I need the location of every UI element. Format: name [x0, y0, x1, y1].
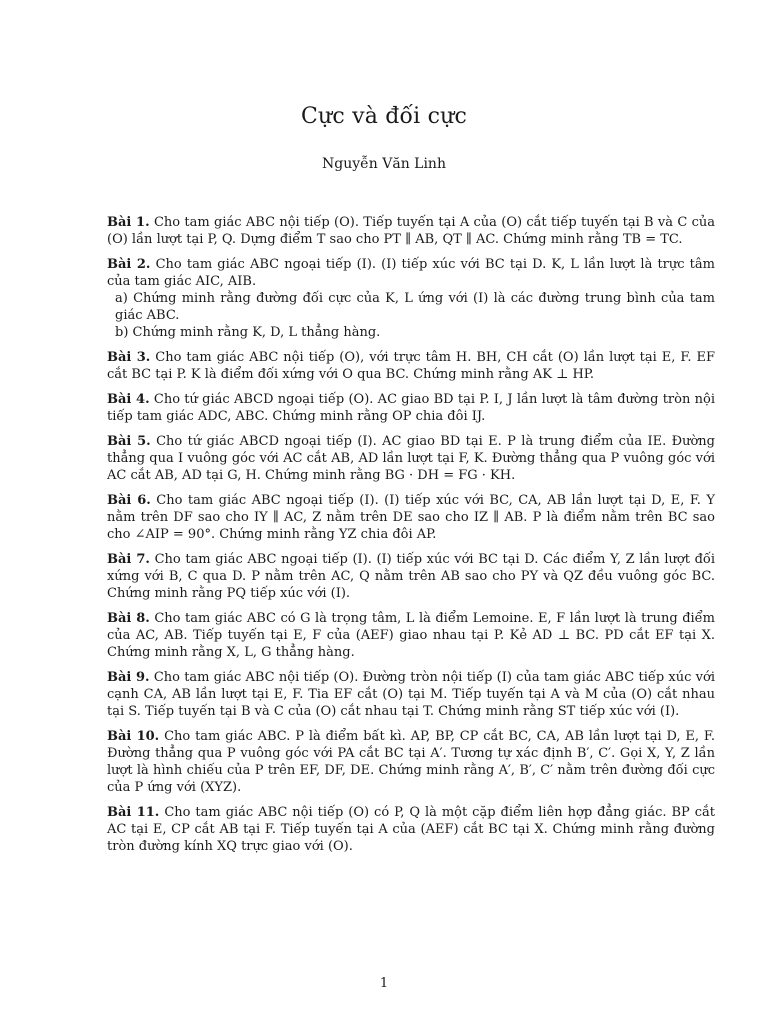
- problem-part-b: [107, 324, 715, 341]
- problem-label: Bài 9.: [107, 670, 150, 685]
- problem-10: [107, 728, 715, 796]
- problem-text: Cho tam giác ABC nội tiếp (O). Tiếp tuyến tại A của (O) cắt tiếp tuyến tại B và C của (O) lần lượt tại P, Q. Dựng điểm T sao cho PT ∥ AB, QT ∥ AC. Chứng minh rằng TB = TC.: [107, 215, 716, 247]
- problem-part-a: [107, 290, 715, 324]
- document-author: Nguyễn Văn Linh: [322, 156, 446, 172]
- problem-7: [107, 551, 715, 602]
- problem-label: Bài 3.: [107, 350, 151, 365]
- problem-label: Bài 5.: [107, 434, 151, 449]
- problem-label: Bài 11.: [107, 805, 160, 820]
- problem-label: Bài 7.: [107, 552, 150, 567]
- problem-4: [107, 391, 715, 425]
- problem-label: Bài 6.: [107, 493, 151, 508]
- problem-part-text: b) Chứng minh rằng K, D, L thẳng hàng.: [115, 325, 381, 340]
- problem-label: Bài 1.: [107, 215, 150, 230]
- problem-2: [107, 256, 715, 341]
- problem-1: [107, 214, 715, 248]
- problem-5: [107, 433, 715, 484]
- page-number: 1: [379, 976, 389, 991]
- problem-text: Cho tam giác ABC ngoại tiếp (I). (I) tiếp xúc với BC tại D. Các điểm Y, Z lần lượt đối xứng với B, C qua D. P nằm trên AC, Q nằm trên AB sao cho PY và QZ đều vuông góc BC. Chứng minh rằng PQ tiếp xúc với (I).: [107, 552, 716, 601]
- problem-text: Cho tứ giác ABCD ngoại tiếp (O). AC giao BD tại P. I, J lần lượt là tâm đường tròn nội tiếp tam giác ADC, ABC. Chứng minh rằng OP chia đôi IJ.: [107, 392, 715, 424]
- problem-text: Cho tứ giác ABCD ngoại tiếp (I). AC giao BD tại E. P là trung điểm của IE. Đường thẳng qua I vuông góc với AC cắt AB, AD lần lượt tại F, K. Đường thẳng qua P vuông góc với AC cắt AB, AD tại G, H. Chứng minh rằng BG · DH = FG · KH.: [107, 434, 715, 483]
- problem-6: [107, 492, 715, 543]
- problem-text: Cho tam giác ABC nội tiếp (O), với trực tâm H. BH, CH cắt (O) lần lượt tại E, F. EF cắt BC tại P. K là điểm đối xứng với O qua BC. Chứng minh rằng AK ⊥ HP.: [107, 350, 715, 382]
- problem-label: Bài 2.: [107, 257, 151, 272]
- problem-text: Cho tam giác ABC ngoại tiếp (I). (I) tiếp xúc với BC, CA, AB lần lượt tại D, E, F. Y nằm trên DF sao cho IY ∥ AC, Z nằm trên DE sao cho IZ ∥ AB. P là điểm nằm trên BC sao cho ∠AIP = 90°. Chứng minh rằng YZ chia đôi AP.: [107, 493, 715, 542]
- problem-text: Cho tam giác ABC nội tiếp (O). Đường tròn nội tiếp (I) của tam giác ABC tiếp xúc với cạnh CA, AB lần lượt tại E, F. Tia EF cắt (O) tại M. Tiếp tuyến tại A và M của (O) cắt nhau tại S. Tiếp tuyến tại B và C của (O) cắt nhau tại T. Chứng minh rằng ST tiếp xúc với (I).: [107, 670, 715, 719]
- problem-label: Bài 4.: [107, 392, 150, 407]
- problem-9: [107, 669, 715, 720]
- problem-text: Cho tam giác ABC. P là điểm bất kì. AP, BP, CP cắt BC, CA, AB lần lượt tại D, E, F. Đường thẳng qua P vuông góc với PA cắt BC tại A′. Tương tự xác định B′, C′. Gọi X, Y, Z lần lượt là hình chiếu của P trên EF, DF, DE. Chứng minh rằng A′, B′, C′ nằm trên đường đối cực của P ứng với (XYZ).: [107, 729, 715, 795]
- problem-8: [107, 610, 715, 661]
- problem-text: Cho tam giác ABC nội tiếp (O) có P, Q là một cặp điểm liên hợp đẳng giác. BP cắt AC tại E, CP cắt AB tại F. Tiếp tuyến tại A của (AEF) cắt BC tại X. Chứng minh rằng đường tròn đường kính XQ trực giao với (O).: [107, 805, 715, 854]
- problem-list: [107, 214, 715, 863]
- problem-text: Cho tam giác ABC có G là trọng tâm, L là điểm Lemoine. E, F lần lượt là trung điểm của AC, AB. Tiếp tuyến tại E, F của (AEF) giao nhau tại P. Kẻ AD ⊥ BC. PD cắt EF tại X. Chứng minh rằng X, L, G thẳng hàng.: [107, 611, 715, 660]
- problem-label: Bài 8.: [107, 611, 150, 626]
- document-title: Cực và đối cực: [300, 104, 468, 129]
- problem-label: Bài 10.: [107, 729, 160, 744]
- problem-11: [107, 804, 715, 855]
- problem-text: Cho tam giác ABC ngoại tiếp (I). (I) tiếp xúc với BC tại D. K, L lần lượt là trực tâm của tam giác AIC, AIB.: [107, 257, 715, 289]
- problem-part-text: a) Chứng minh rằng đường đối cực của K, L ứng với (I) là các đường trung bình của tam giác ABC.: [115, 291, 715, 323]
- problem-3: [107, 349, 715, 383]
